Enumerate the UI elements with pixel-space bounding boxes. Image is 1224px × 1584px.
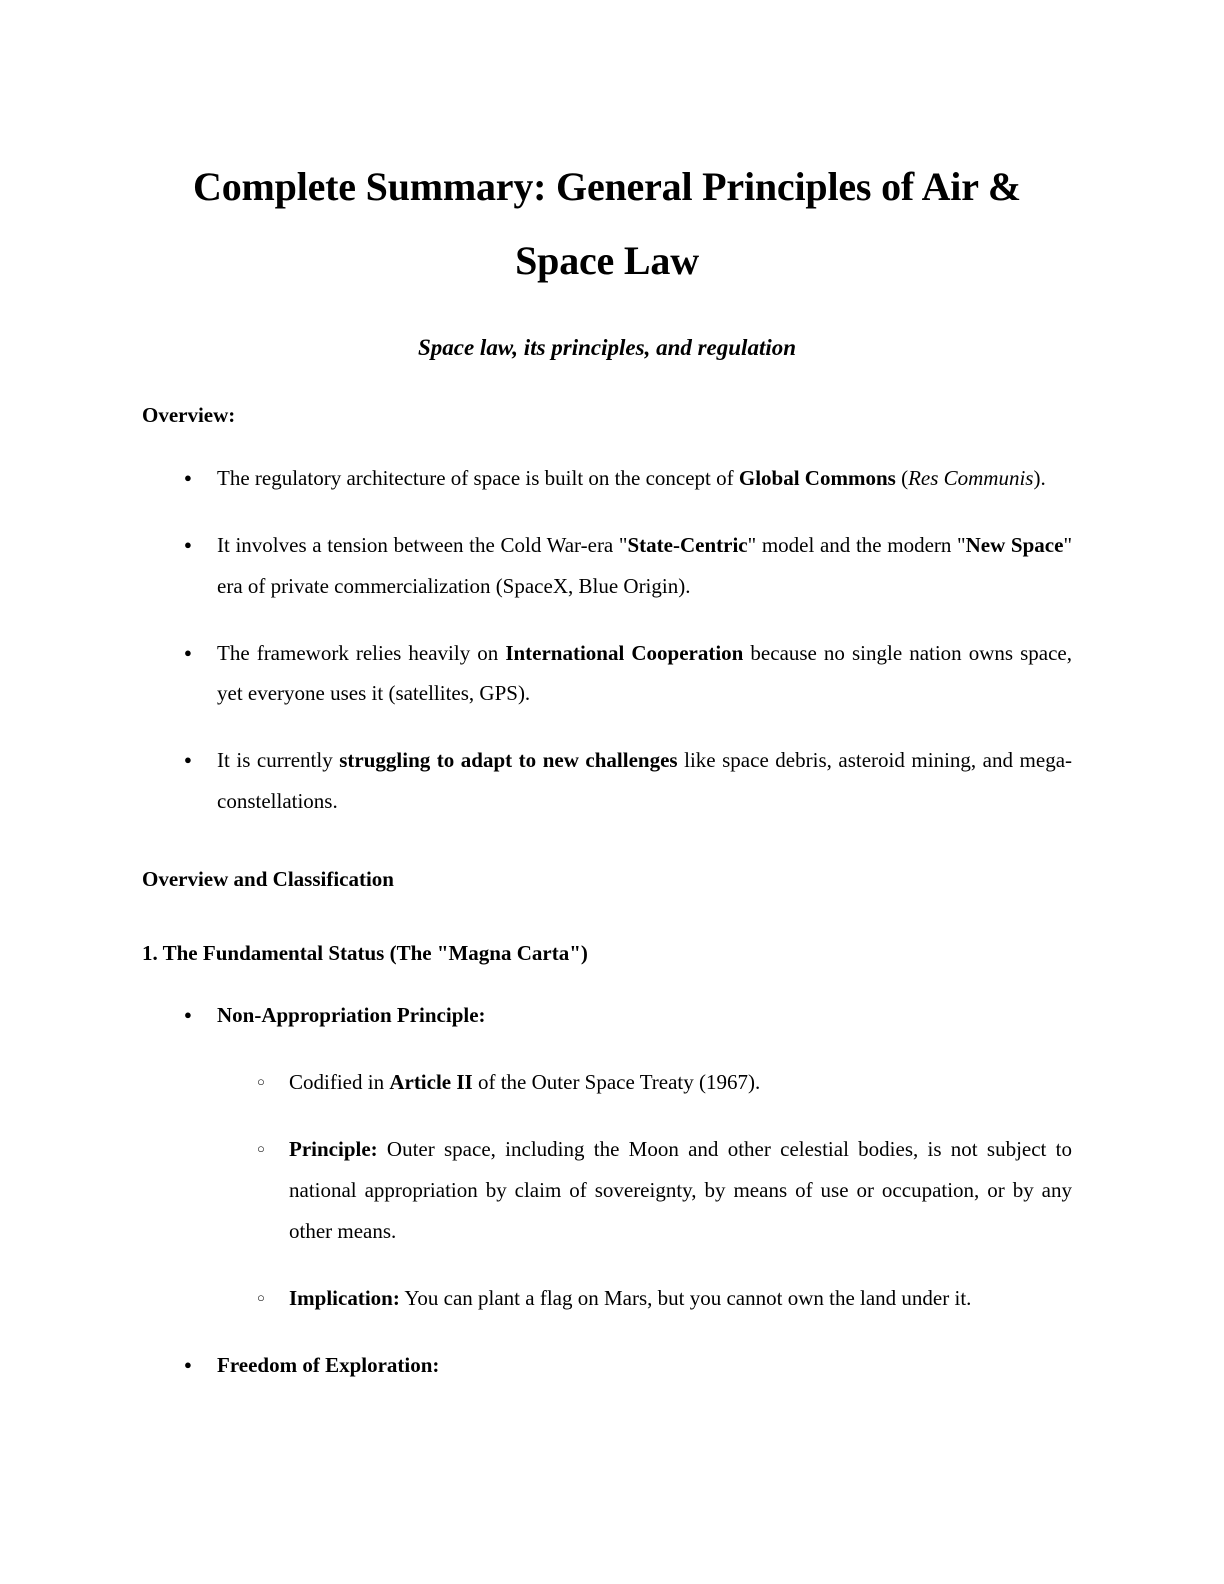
page-title-line-2: Space Law: [515, 238, 699, 283]
list-item: ○ Implication: You can plant a flag on Mars, but you cannot own the land under it.: [217, 1278, 1072, 1319]
document-body: [142, 0, 1072, 1386]
list-item-label: Freedom of Exploration:: [217, 1352, 440, 1377]
list-item: ● It involves a tension between the Cold War-era "State-Centric" model and the modern "New Space" era of private commercialization (SpaceX, Blue Origin).: [142, 525, 1072, 607]
page-title: [142, 0, 1072, 298]
list-item: [142, 995, 1072, 1319]
page-title-line-1: Complete Summary: General Principles of Air &: [193, 164, 1021, 209]
heading-overview-and-classification: Overview and Classification: [142, 867, 394, 892]
list-item: ● The framework relies heavily on International Cooperation because no single nation owns space, yet everyone uses it (satellites, GPS).: [142, 633, 1072, 715]
list-item: [142, 1345, 1072, 1386]
list-item: ○ Codified in Article II of the Outer Space Treaty (1967).: [217, 1062, 1072, 1103]
list-item: ● The regulatory architecture of space is built on the concept of Global Commons (Res Communis).: [142, 458, 1072, 499]
list-item-label: Non-Appropriation Principle:: [217, 1003, 486, 1028]
list-item: ○ Principle: Outer space, including the Moon and other celestial bodies, is not subject to national appropriation by claim of sovereignty, by means of use or occupation, or by any other means.: [217, 1129, 1072, 1252]
fundamental-status-list: [142, 995, 1072, 1386]
heading-fundamental-status: 1. The Fundamental Status (The "Magna Carta"): [142, 940, 588, 965]
overview-bullet-list: [142, 458, 1072, 823]
non-appropriation-sub-list: [217, 1062, 1072, 1319]
page-subtitle: Space law, its principles, and regulation: [417, 335, 797, 360]
list-item: ● It is currently struggling to adapt to new challenges like space debris, asteroid mining, and mega-constellations.: [142, 740, 1072, 822]
heading-overview: Overview:: [142, 403, 236, 428]
